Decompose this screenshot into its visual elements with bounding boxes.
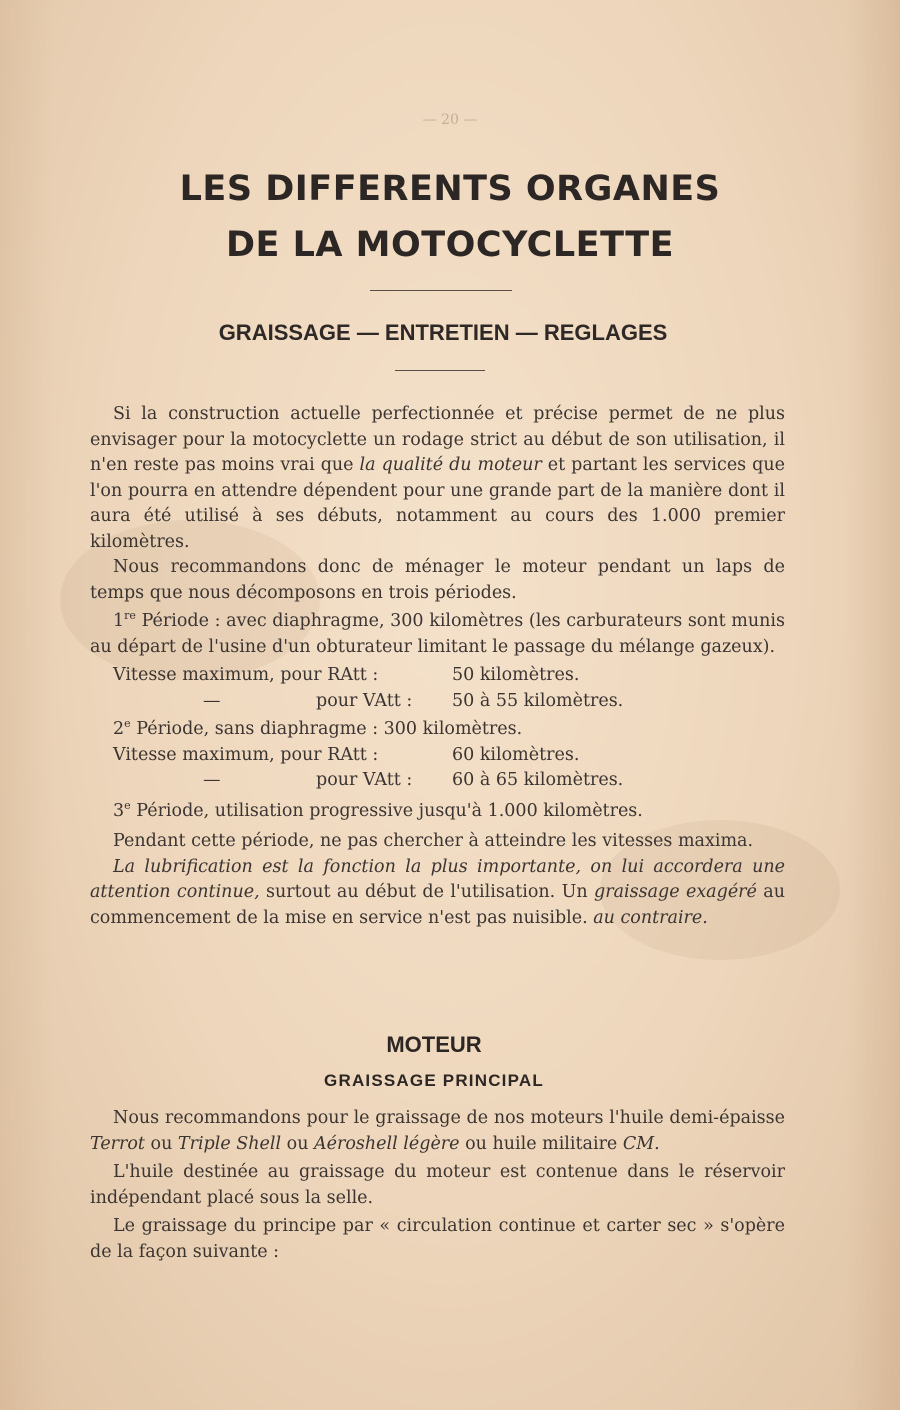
ordinal-suffix: e [124,717,131,731]
emphasis-text: CM. [622,1133,660,1154]
page-title-line-1: LES DIFFERENTS ORGANES [179,169,721,209]
title-divider [370,290,512,291]
emphasis-text: la qualité du moteur [359,455,542,475]
text-run: ou [281,1133,315,1154]
emphasis-text: La lubrification est la fonction la plus importante, on lui accordera une attention continue, [90,856,785,902]
period-2-speed-ratt [90,743,785,769]
moteur-paragraph-2: L'huile destinée au graissage du moteur est contenue dans le réservoir indépendant placé sous la selle. [90,1162,785,1208]
text-run: et partant les services que l'on pourra en attendre dépendent pour une grande part de la manière dont il aura été utilisé à ses débuts, notamment au cours des 1.000 premier kilomètres. [90,455,785,552]
intro-text [90,402,785,931]
speed-value: 50 à 55 kilomètres. [452,690,624,711]
speed-label: Vitesse maximum, pour RAtt : [113,744,379,765]
period-3-paragraph [90,799,785,825]
subtitle-divider [395,370,485,371]
ditto-dash: — [203,770,221,790]
emphasis-text: graissage exagéré [594,882,757,902]
period-3-note: Pendant cette période, ne pas chercher à atteindre les vitesses maxima. [113,831,754,851]
period-1-speed-vatt [90,689,785,715]
speed-label: pour VAtt : [316,690,413,711]
text-run: au commencement de la mise en service n'est pas nuisible. [90,882,785,928]
graissage-principal-heading: GRAISSAGE PRINCIPAL [324,1071,544,1090]
speed-label: Vitesse maximum, pour RAtt : [113,665,379,685]
text-run: ou huile militaire [459,1133,623,1154]
period-number: 2 [113,719,125,739]
period-1-paragraph [90,609,785,660]
speed-label: pour VAtt : [316,770,413,790]
ordinal-suffix: re [124,609,136,623]
ditto-dash: — [203,690,221,711]
lubrification-paragraph [90,855,785,932]
emphasis-text: au contraire. [593,907,708,928]
moteur-paragraph-3: Le graissage du principe par « circulation continue et carter sec » s'opère de la façon suivante : [90,1216,785,1262]
period-2-speed-vatt [90,768,785,794]
speed-value: 60 kilomètres. [452,744,580,765]
section-subtitle: GRAISSAGE — ENTRETIEN — REGLAGES [218,320,668,345]
text-run: Nous recommandons pour le graissage de nos moteurs l'huile demi-épaisse [113,1108,785,1128]
text-run: Si la construction actuelle perfectionnée et précise permet de ne plus envisager pour la motocyclette un rodage strict au début de son utilisation, il n'en reste pas moins vrai que [90,404,785,475]
period-number: 3 [113,800,125,821]
text-run: ou [144,1133,178,1154]
moteur-heading: MOTEUR [386,1032,482,1057]
page-number: — 20 — [422,112,478,128]
emphasis-text: Triple Shell [177,1133,282,1154]
speed-value: 60 à 65 kilomètres. [452,770,624,790]
ordinal-suffix: e [124,798,131,812]
text-run: Période, sans diaphragme : 300 kilomètres. [130,719,523,739]
moteur-text [90,1106,785,1265]
period-1-speed-ratt [90,663,785,689]
intro-paragraph-1 [90,402,785,555]
text-run: surtout au début de l'utilisation. Un [259,882,595,902]
emphasis-text: Terrot [90,1133,145,1154]
intro-paragraph-2: Nous recommandons donc de ménager le moteur pendant un laps de temps que nous décomposons en trois périodes. [90,557,785,603]
speed-value: 50 kilomètres. [452,665,580,685]
page-title-line-2: DE LA MOTOCYCLETTE [225,225,675,265]
emphasis-text: Aéroshell légère [314,1133,460,1154]
period-2-paragraph [90,717,785,743]
text-run: Période : avec diaphragme, 300 kilomètres (les carburateurs sont munis au départ de l'usine d'un obturateur limitant le passage du mélange gazeux). [90,611,785,657]
text-run: Période, utilisation progressive jusqu'à 1.000 kilomètres. [130,800,643,821]
moteur-paragraph-1 [90,1106,785,1157]
period-number: 1 [113,611,125,631]
